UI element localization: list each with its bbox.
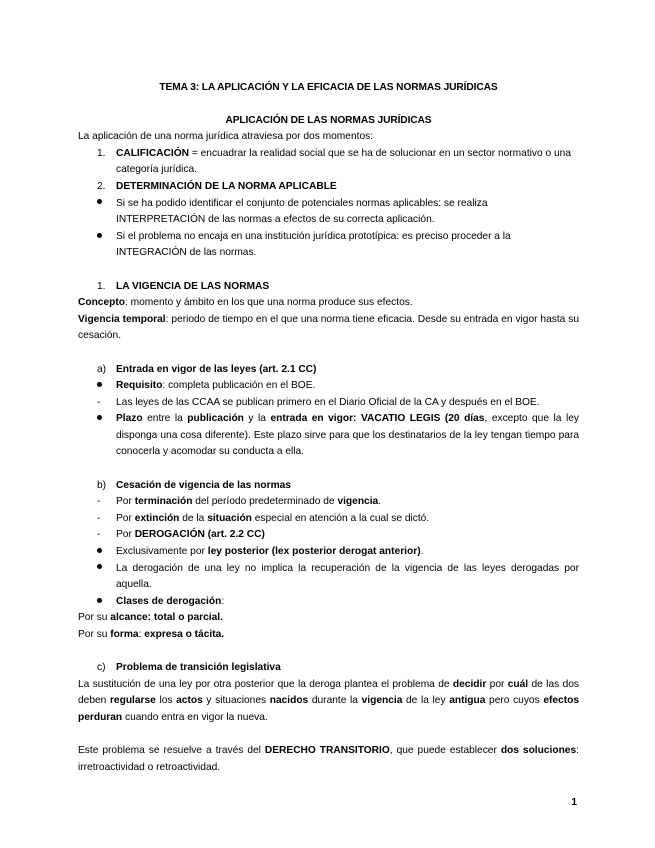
transicion-paragraph: La sustitución de una ley por otra posterior que la deroga plantea el problema de decidir por cuál de las dos deben regularse los actos y situaciones nacidos durante la vigencia de la ley antigua pero cuyos efectos perduran cuando entra en vigor la nueva. [78, 678, 579, 723]
bullet-icon [78, 561, 116, 594]
document-body [78, 80, 579, 776]
subsection-heading: c) Problema de transición legislativa [97, 662, 281, 674]
bullet-icon [78, 544, 116, 561]
bullet-item: Si el problema no encaja en una institución jurídica prototípica: es preciso proceder a la INTEGRACIÓN de las normas. [78, 229, 579, 262]
bullet-item: Requisito: completa publicación en el BOE. [78, 378, 579, 395]
page-number: 1 [571, 797, 577, 808]
page-title: TEMA 3: LA APLICACIÓN Y LA EFICACIA DE LAS NORMAS JURÍDICAS [159, 82, 498, 93]
intro-paragraph: La aplicación de una norma jurídica atraviesa por dos momentos: [78, 131, 374, 143]
subsection-heading: b) Cesación de vigencia de las normas [97, 479, 291, 491]
bullet-item: Clases de derogación: [78, 594, 579, 611]
dash-item: - Por DEROGACIÓN (art. 2.2 CC) [97, 529, 265, 541]
bullet-item: Si se ha podido identificar el conjunto de potenciales normas aplicables: se realiza INTERPRETACIÓN de las normas a efectos de su correcta aplicación. [78, 196, 579, 229]
bullet-icon [78, 378, 116, 395]
bullet-item: La derogación de una ley no implica la recuperación de la vigencia de las leyes derogadas por aquella. [78, 561, 579, 594]
section-title: APLICACIÓN DE LAS NORMAS JURÍDICAS [225, 114, 432, 126]
numbered-item: 1. CALIFICACIÓN = encuadrar la realidad social que se ha de solucionar en un sector normativo o una categoría jurídica. [97, 147, 572, 176]
bullet-icon [78, 196, 116, 229]
bullet-item: Exclusivamente por ley posterior (lex posterior derogat anterior). [78, 544, 579, 561]
alcance-line: Por su alcance: total o parcial. [78, 612, 223, 624]
bullet-item: Plazo entre la publicación y la entrada en vigor: VACATIO LEGIS (20 días, excepto que la ley disponga una cosa diferente). Este plazo sirve para que los destinatarios de la ley tengan tiempo para conocerla y acomodar su conducta a ella. [78, 411, 579, 461]
bullet-icon [78, 594, 116, 611]
vigencia-temporal-paragraph: Vigencia temporal: periodo de tiempo en el que una norma tiene eficacia. Desde su entrada en vigor hasta su cesación. [78, 313, 579, 342]
dash-item: - Por extinción de la situación especial en atención a la cual se dictó. [97, 512, 430, 524]
dash-item: - Por terminación del período predeterminado de vigencia. [97, 496, 382, 508]
concepto-paragraph: Concepto: momento y ámbito en los que una norma produce sus efectos. [78, 297, 413, 309]
bullet-icon [78, 411, 116, 461]
subsection-heading: a) Entrada en vigor de las leyes (art. 2.1 CC) [97, 363, 317, 375]
forma-line: Por su forma: expresa o tácita. [78, 629, 225, 640]
numbered-item: 2. DETERMINACIÓN DE LA NORMA APLICABLE [97, 180, 337, 192]
derecho-transitorio-paragraph: Este problema se resuelve a través del DERECHO TRANSITORIO, que puede establecer dos soluciones: irretroactividad o retroactividad. [78, 745, 579, 773]
section-heading: 1. LA VIGENCIA DE LAS NORMAS [97, 280, 270, 292]
dash-item: - Las leyes de las CCAA se publican primero en el Diario Oficial de la CA y después en el BOE. [97, 396, 540, 408]
bullet-icon [78, 229, 116, 262]
